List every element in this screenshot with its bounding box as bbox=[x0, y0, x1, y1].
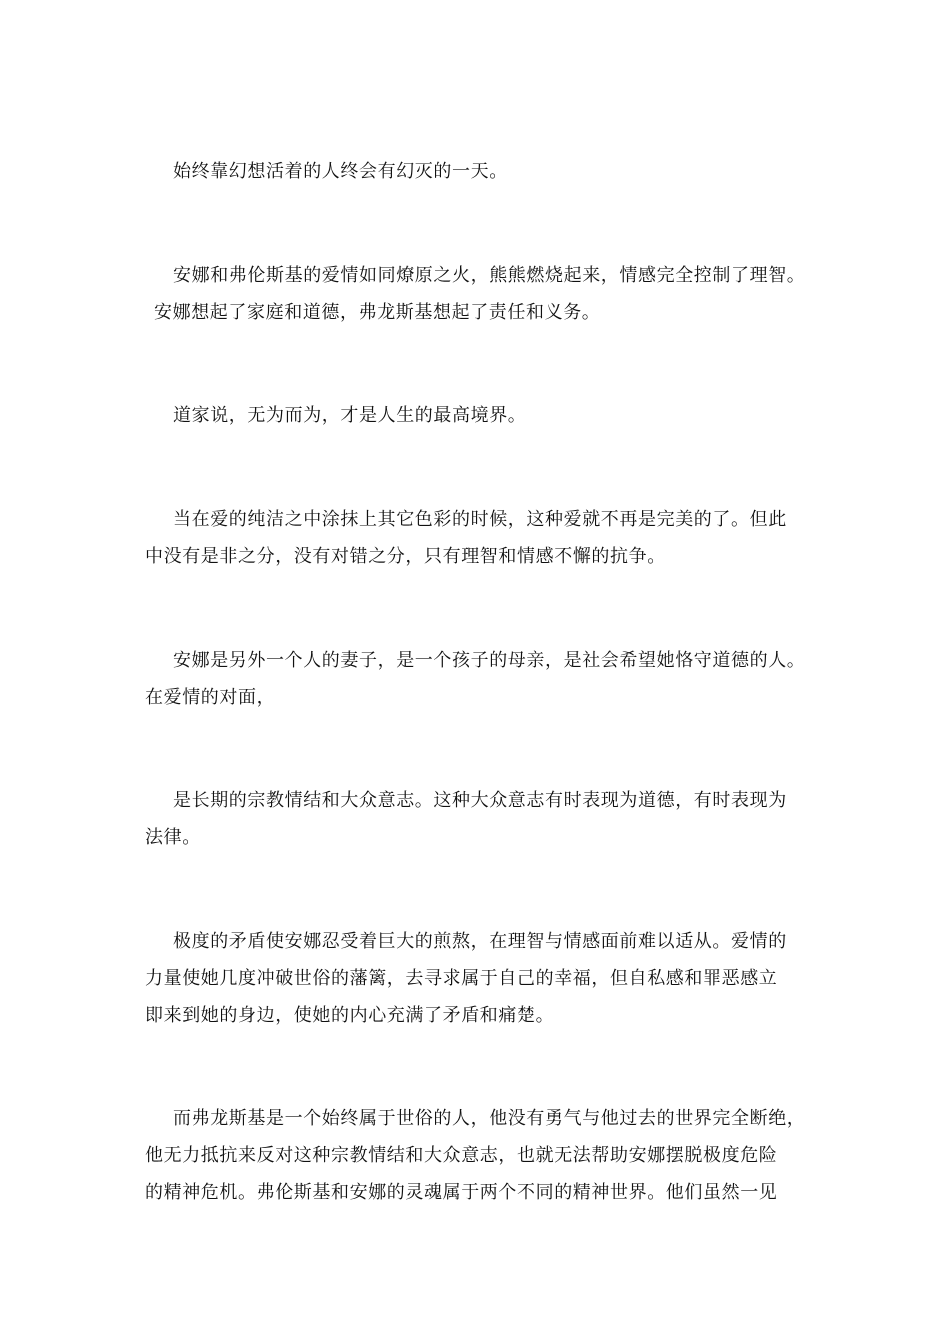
paragraph-8-line-2: 他无力抵抗来反对这种宗教情结和大众意志，也就无法帮助安娜摆脱极度危险 bbox=[145, 1145, 778, 1166]
paragraph-6-line-1: 是长期的宗教情结和大众意志。这种大众意志有时表现为道德，有时表现为 bbox=[173, 790, 787, 811]
paragraph-2-line-2: 安娜想起了家庭和道德，弗龙斯基想起了责任和义务。 bbox=[154, 302, 601, 323]
paragraph-8-line-3: 的精神危机。弗伦斯基和安娜的灵魂属于两个不同的精神世界。他们虽然一见 bbox=[145, 1182, 778, 1203]
paragraph-8-line-1: 而弗龙斯基是一个始终属于世俗的人，他没有勇气与他过去的世界完全断绝， bbox=[173, 1108, 806, 1129]
paragraph-7-line-2: 力量使她几度冲破世俗的藩篱，去寻求属于自己的幸福，但自私感和罪恶感立 bbox=[145, 968, 778, 989]
paragraph-2-line-1: 安娜和弗伦斯基的爱情如同燎原之火，熊熊燃烧起来，情感完全控制了理智。 bbox=[173, 265, 806, 286]
paragraph-1-line-1: 始终靠幻想活着的人终会有幻灭的一天。 bbox=[173, 161, 508, 182]
paragraph-7-line-1: 极度的矛盾使安娜忍受着巨大的煎熬，在理智与情感面前难以适从。爱情的 bbox=[173, 931, 787, 952]
paragraph-4-line-2: 中没有是非之分，没有对错之分，只有理智和情感不懈的抗争。 bbox=[145, 546, 666, 567]
paragraph-5-line-1: 安娜是另外一个人的妻子，是一个孩子的母亲，是社会希望她恪守道德的人。 bbox=[173, 650, 806, 671]
paragraph-6-line-2: 法律。 bbox=[145, 827, 201, 848]
paragraph-4-line-1: 当在爱的纯洁之中涂抹上其它色彩的时候，这种爱就不再是完美的了。但此 bbox=[173, 509, 787, 530]
paragraph-7-line-3: 即来到她的身边，使她的内心充满了矛盾和痛楚。 bbox=[145, 1005, 555, 1026]
paragraph-5-line-2: 在爱情的对面， bbox=[145, 687, 276, 708]
paragraph-3-line-1: 道家说，无为而为，才是人生的最高境界。 bbox=[173, 405, 527, 426]
